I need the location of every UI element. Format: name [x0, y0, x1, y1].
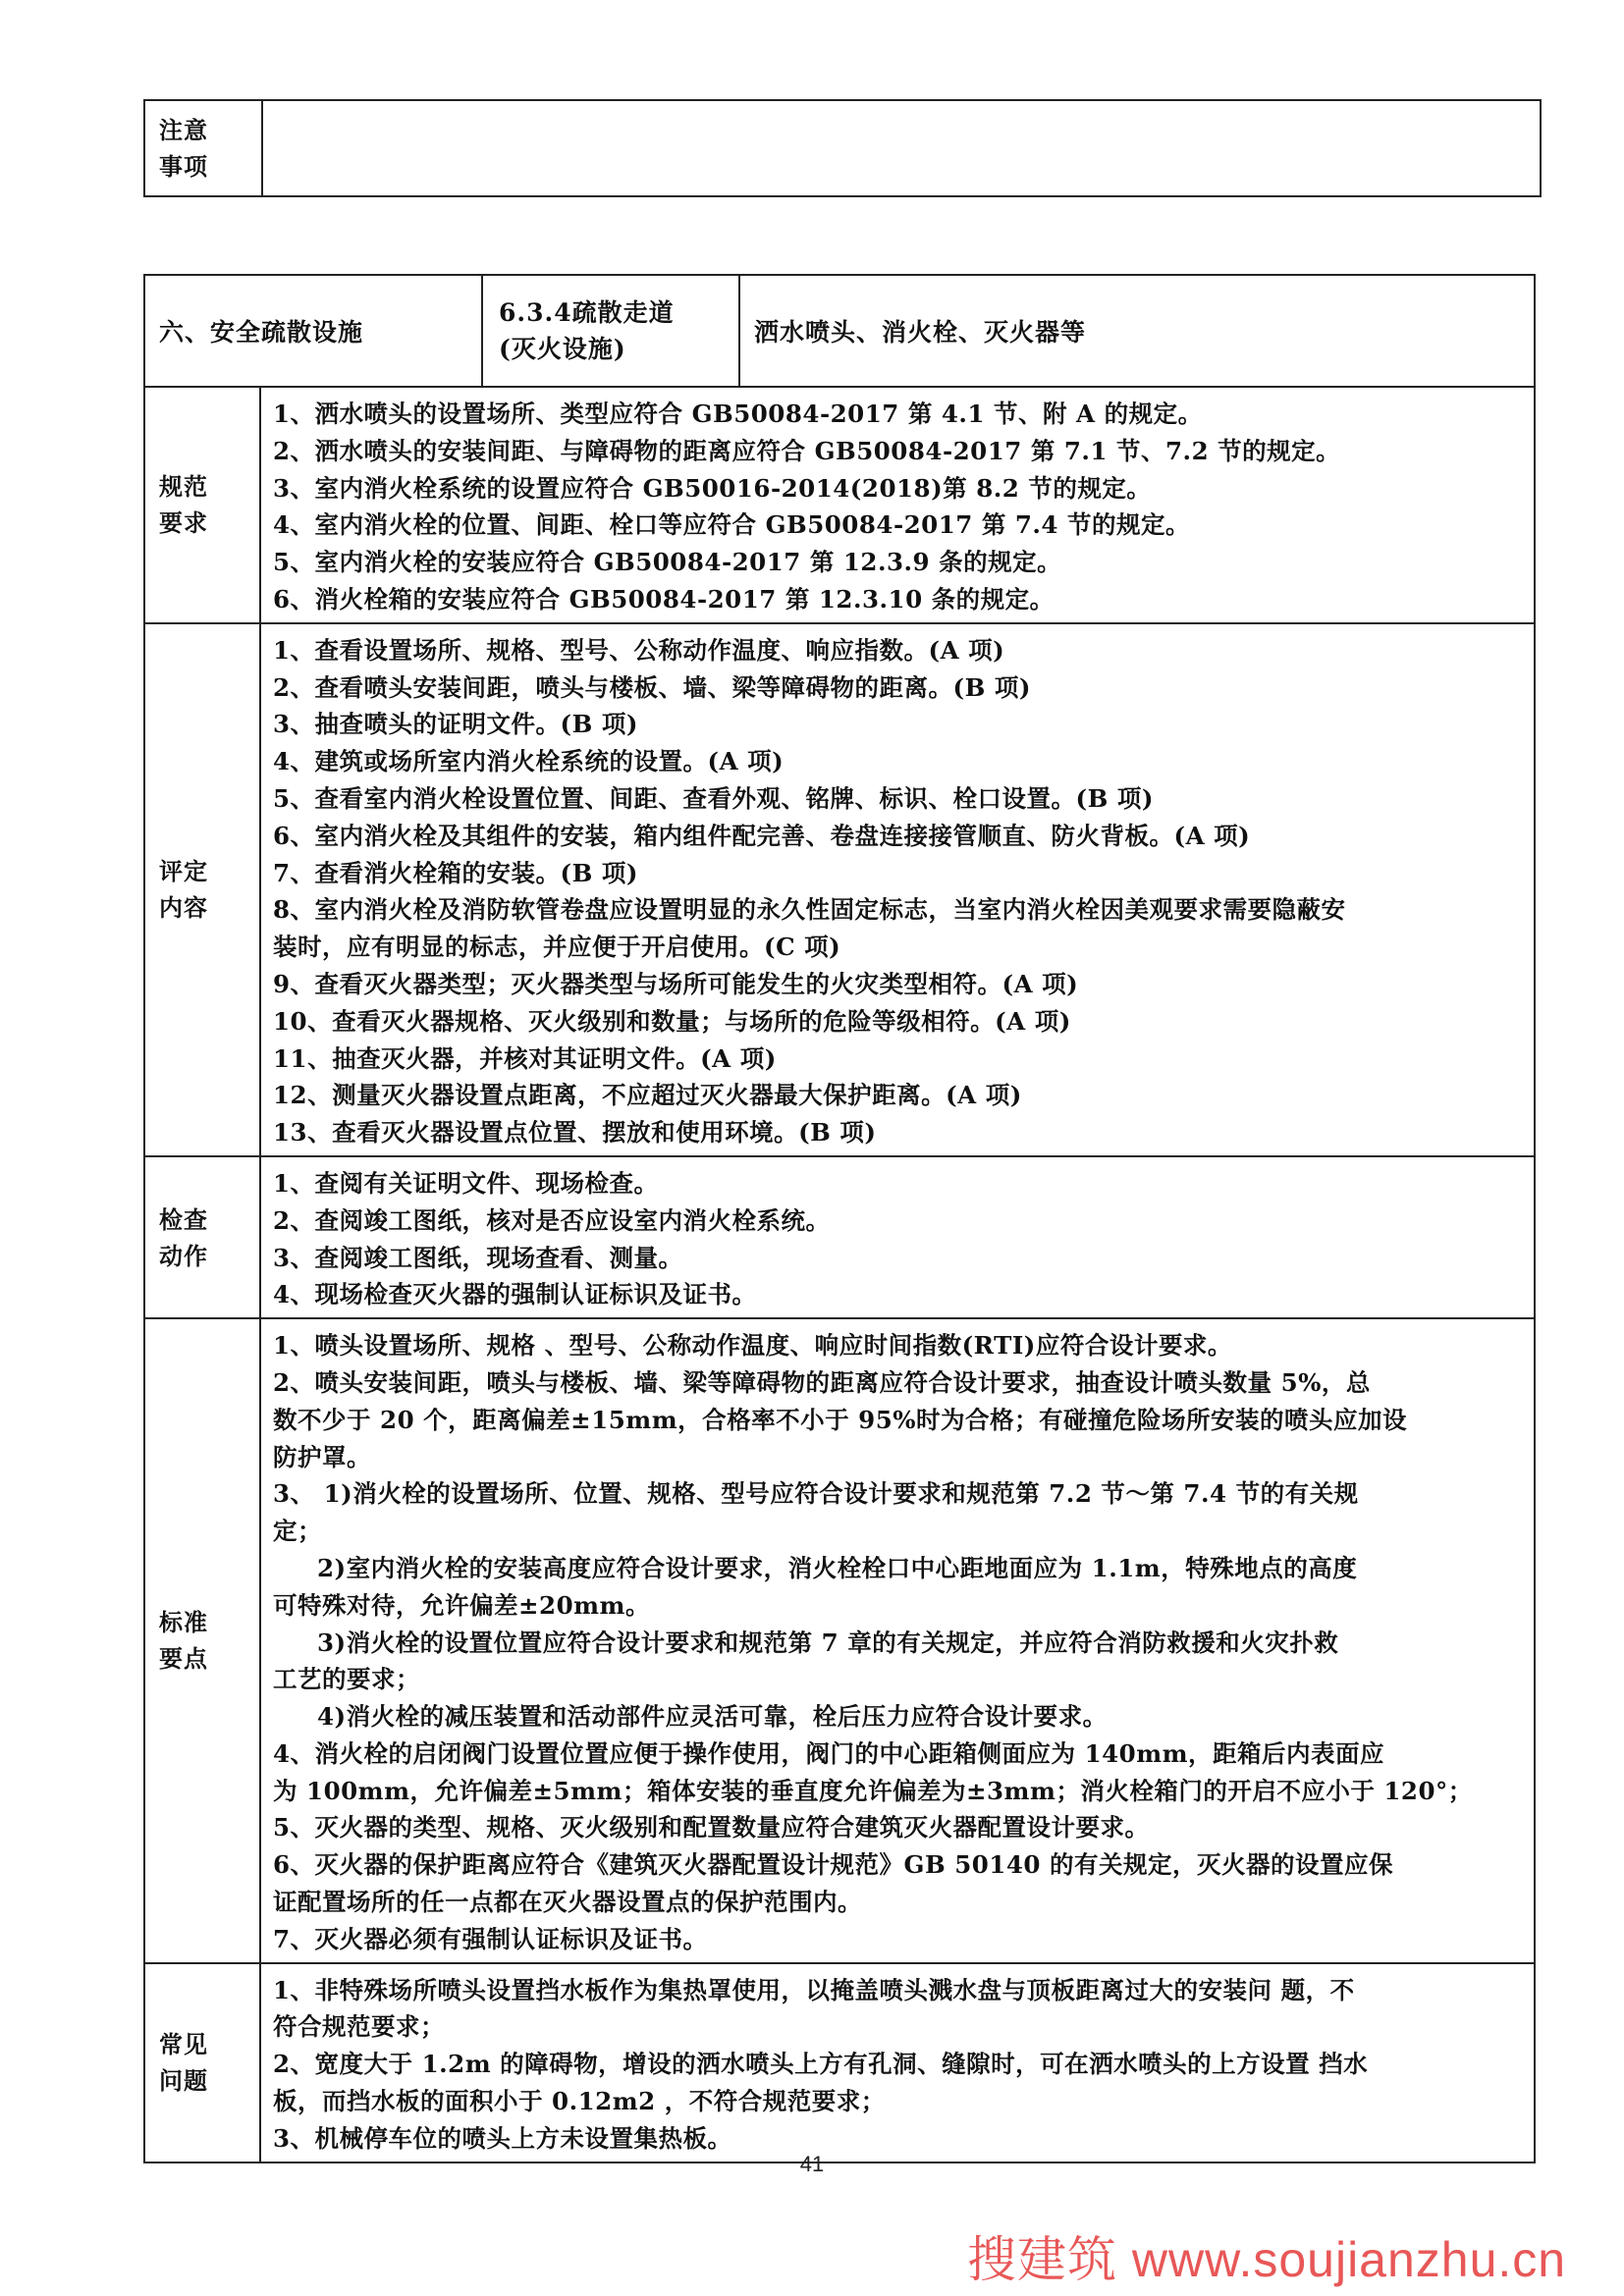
table-header-row — [144, 275, 1535, 387]
section-label — [144, 1318, 260, 1963]
notes-table — [143, 99, 1542, 197]
content-line: 可特殊对待，允许偏差±20mm。 — [273, 1590, 650, 1620]
section-label-line2: 动作 — [159, 1241, 208, 1270]
section-row-standard-points — [144, 1318, 1535, 1963]
content-line: 定； — [273, 1517, 322, 1546]
notes-label-line2: 事项 — [159, 152, 208, 181]
content-line: 6、室内消火栓及其组件的安装，箱内组件配完善、卷盘连接接管顺直、防火背板。(A 项) — [273, 821, 1251, 850]
section-content — [260, 387, 1535, 623]
content-line: 1、非特殊场所喷头设置挡水板作为集热罩使用，以掩盖喷头溅水盘与顶板距离过大的安装问 题，不 — [273, 1975, 1355, 2004]
content-line: 板，而挡水板的面积小于 0.12m2 ，不符合规范要求； — [273, 2087, 886, 2116]
content-line: 3、机械停车位的喷头上方未设置集热板。 — [273, 2123, 732, 2153]
section-content — [260, 1318, 1535, 1963]
content-line: 4、室内消火栓的位置、间距、栓口等应符合 GB50084-2017 第 7.4 节的规定。 — [273, 510, 1191, 540]
content-line: 2)室内消火栓的安装高度应符合设计要求，消火栓栓口中心距地面应为 1.1m，特殊地点的高度 — [317, 1553, 1358, 1582]
section-label-line1: 评定 — [159, 857, 208, 886]
section-content — [260, 623, 1535, 1156]
content-line: 5、室内消火栓的安装应符合 GB50084-2017 第 12.3.9 条的规定。 — [273, 548, 1062, 577]
content-line: 2、洒水喷头的安装间距、与障碍物的距离应符合 GB50084-2017 第 7.1 节、7.2 节的规定。 — [273, 436, 1341, 465]
content-line: 装时，应有明显的标志，并应便于开启使用。(C 项) — [273, 933, 841, 962]
content-line: 3、抽查喷头的证明文件。(B 项) — [273, 710, 638, 739]
content-line: 3、查阅竣工图纸，现场查看、测量。 — [273, 1243, 683, 1272]
page-number: 41 — [799, 2152, 825, 2176]
section-row-requirements — [144, 387, 1535, 623]
content-line: 符合规范要求； — [273, 2012, 445, 2042]
content-line: 7、灭火器必须有强制认证标识及证书。 — [273, 1924, 708, 1953]
content-line: 为 100mm，允许偏差±5mm；箱体安装的垂直度允许偏差为±3mm；消火栓箱门的开启不应小于 120°； — [273, 1776, 1473, 1805]
section-content — [260, 1156, 1535, 1318]
section-label-line2: 内容 — [159, 893, 208, 923]
content-line: 证配置场所的任一点都在灭火器设置点的保护范围内。 — [273, 1888, 862, 1917]
content-line: 13、查看灭火器设置点位置、摆放和使用环境。(B 项) — [273, 1118, 877, 1148]
content-line: 3、 1)消火栓的设置场所、位置、规格、型号应符合设计要求和规范第 7.2 节～第 7.4 节的有关规 — [273, 1479, 1359, 1509]
content-line: 2、查阅竣工图纸，核对是否应设室内消火栓系统。 — [273, 1205, 831, 1235]
content-line: 6、灭火器的保护距离应符合《建筑灭火器配置设计规范》GB 50140 的有关规定，灭火器的设置应保 — [273, 1850, 1393, 1880]
header-item-line1: 6.3.4疏散走道 — [499, 298, 675, 327]
watermark: 搜建筑 www.soujianzhu.cn — [967, 2232, 1567, 2287]
section-row-evaluation — [144, 623, 1535, 1156]
content-line: 3、室内消火栓系统的设置应符合 GB50016-2014(2018)第 8.2 节的规定。 — [273, 473, 1152, 503]
content-line: 工艺的要求； — [273, 1665, 420, 1694]
content-line: 11、抽查灭火器，并核对其证明文件。(A 项) — [273, 1043, 777, 1073]
notes-label-line1: 注意 — [159, 116, 208, 144]
section-label-line2: 问题 — [159, 2066, 208, 2096]
content-line: 数不少于 20 个，距离偏差±15mm，合格率不小于 95%时为合格；有碰撞危险场所安装的喷头应加设 — [273, 1405, 1408, 1434]
content-line: 4、建筑或场所室内消火栓系统的设置。(A 项) — [273, 747, 785, 776]
content-line: 4、消火栓的启闭阀门设置位置应便于操作使用，阀门的中心距箱侧面应为 140mm，距箱后内表面应 — [273, 1738, 1385, 1768]
content-line: 1、喷头设置场所、规格 、型号、公称动作温度、响应时间指数(RTI)应符合设计要求。 — [273, 1331, 1232, 1361]
section-label-line1: 检查 — [159, 1204, 208, 1234]
content-line: 7、查看消火栓箱的安装。(B 项) — [273, 858, 638, 887]
content-line: 10、查看灭火器规格、灭火级别和数量；与场所的危险等级相符。(A 项) — [273, 1006, 1071, 1036]
content-line: 8、室内消火栓及消防软管卷盘应设置明显的永久性固定标志，当室内消火栓因美观要求需要隐蔽安 — [273, 895, 1346, 925]
header-category: 六、安全疏散设施 — [144, 275, 482, 387]
content-line: 防护罩。 — [273, 1442, 371, 1471]
inspection-table — [143, 274, 1536, 2163]
content-line: 2、喷头安装间距，喷头与楼板、墙、梁等障碍物的距离应符合设计要求，抽查设计喷头数量 5%，总 — [273, 1367, 1371, 1397]
content-line: 4、现场检查灭火器的强制认证标识及证书。 — [273, 1280, 757, 1309]
notes-label-cell — [144, 100, 262, 196]
section-label-line1: 标准 — [159, 1608, 208, 1637]
section-label — [144, 1963, 260, 2163]
header-item-line2: (灭火设施) — [499, 335, 626, 363]
section-label-line2: 要求 — [159, 508, 208, 538]
notes-content-cell — [262, 100, 1541, 196]
section-label — [144, 623, 260, 1156]
section-label — [144, 1156, 260, 1318]
content-line: 5、查看室内消火栓设置位置、间距、查看外观、铭牌、标识、栓口设置。(B 项) — [273, 783, 1154, 813]
content-line: 2、查看喷头安装间距，喷头与楼板、墙、梁等障碍物的距离。(B 项) — [273, 672, 1031, 702]
section-row-check-actions — [144, 1156, 1535, 1318]
content-line: 1、查看设置场所、规格、型号、公称动作温度、响应指数。(A 项) — [273, 635, 1005, 665]
section-label-line1: 规范 — [159, 472, 208, 502]
content-line: 5、灭火器的类型、规格、灭火级别和配置数量应符合建筑灭火器配置设计要求。 — [273, 1813, 1150, 1842]
section-label — [144, 387, 260, 623]
content-line: 4)消火栓的减压装置和活动部件应灵活可靠，栓后压力应符合设计要求。 — [317, 1702, 1108, 1732]
header-item — [482, 275, 739, 387]
section-label-line2: 要点 — [159, 1644, 208, 1674]
content-line: 2、宽度大于 1.2m 的障碍物，增设的洒水喷头上方有孔洞、缝隙时，可在洒水喷头的上方设置 挡水 — [273, 2050, 1369, 2079]
content-line: 3)消火栓的设置位置应符合设计要求和规范第 7 章的有关规定，并应符合消防救援和火灾扑救 — [317, 1628, 1339, 1657]
header-subject: 洒水喷头、消火栓、灭火器等 — [739, 275, 1535, 387]
content-line: 1、洒水喷头的设置场所、类型应符合 GB50084-2017 第 4.1 节、附 A 的规定。 — [273, 400, 1203, 428]
content-line: 1、查阅有关证明文件、现场检查。 — [273, 1168, 659, 1198]
section-label-line1: 常见 — [159, 2030, 208, 2059]
content-line: 6、消火栓箱的安装应符合 GB50084-2017 第 12.3.10 条的规定。 — [273, 584, 1055, 614]
content-line: 12、测量灭火器设置点距离，不应超过灭火器最大保护距离。(A 项) — [273, 1081, 1022, 1110]
content-line: 9、查看灭火器类型；灭火器类型与场所可能发生的火灾类型相符。(A 项) — [273, 969, 1079, 998]
section-row-common-issues — [144, 1963, 1535, 2163]
section-content — [260, 1963, 1535, 2163]
